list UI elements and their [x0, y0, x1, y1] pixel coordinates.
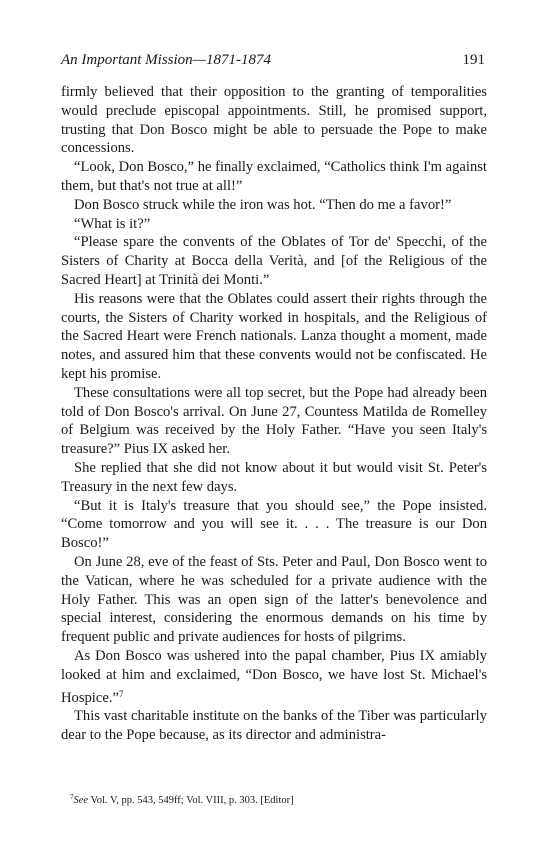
- paragraph-with-note: [61, 647, 487, 707]
- paragraph: Don Bosco struck while the iron was hot. “Then do me a favor!”: [74, 196, 452, 213]
- paragraph: His reasons were that the Oblates could assert their rights through the courts, the Sisters of Charity worked in hospitals, and the Religious of the Sacred Heart were French nationals. Lanza thought a moment, made notes, and assured him that these convents would not be confiscated. He kept his promise.: [61, 290, 487, 382]
- body-text: [61, 83, 487, 745]
- footnote-marker: 7: [70, 793, 74, 801]
- footnote-see: See: [73, 795, 89, 806]
- footnote-reference: 7: [118, 688, 124, 699]
- paragraph: “But it is Italy's treasure that you should see,” the Pope insisted. “Come tomorrow and you will see it. . . . The treasure is our Don Bosco!”: [61, 497, 487, 552]
- paragraph: She replied that she did not know about it but would visit St. Peter's Treasury in the next few days.: [61, 459, 487, 495]
- footnote-text: Vol. V, pp. 543, 549ff; Vol. VIII, p. 303. [Editor]: [88, 795, 294, 806]
- paragraph: firmly believed that their opposition to the granting of temporalities would preclude episcopal appointments. Still, he promised support, trusting that Don Bosco might be able to persuade the Pope to make concessions.: [61, 84, 487, 157]
- paragraph-text: As Don Bosco was ushered into the papal chamber, Pius IX amiably looked at him and exclaimed, “Don Bosco, we have lost St. Michael's Hospice.”: [61, 647, 487, 706]
- paragraph: “What is it?”: [74, 215, 151, 232]
- paragraph: “Please spare the convents of the Oblates of Tor de' Specchi, of the Sisters of Charity at Bocca della Verità, and [of the Religious of the Sacred Heart] at Trinità dei Monti.”: [61, 234, 487, 288]
- page-header: [61, 52, 485, 72]
- page-number: 191: [462, 52, 485, 68]
- paragraph: These consultations were all top secret, but the Pope had already been told of Don Bosco's arrival. On June 27, Countess Matilda de Romelley of Belgium was received by the Holy Father. “Have you seen Italy's treasure?” Pius IX asked her.: [61, 384, 487, 458]
- footnote: [70, 790, 490, 808]
- paragraph: On June 28, eve of the feast of Sts. Peter and Paul, Don Bosco went to the Vatican, where he was scheduled for a private audience with the Holy Father. This was an open sign of the latter's benevolence and special interest, considering the enormous demands on his time by frequent public and private audiences for hosts of pilgrims.: [61, 553, 487, 646]
- paragraph: This vast charitable institute on the banks of the Tiber was particularly dear to the Pope because, as its director and administra-: [61, 708, 487, 744]
- running-title: An Important Mission—1871-1874: [61, 52, 271, 68]
- paragraph: “Look, Don Bosco,” he finally exclaimed, “Catholics think I'm against them, but that's not true at all!”: [61, 159, 487, 194]
